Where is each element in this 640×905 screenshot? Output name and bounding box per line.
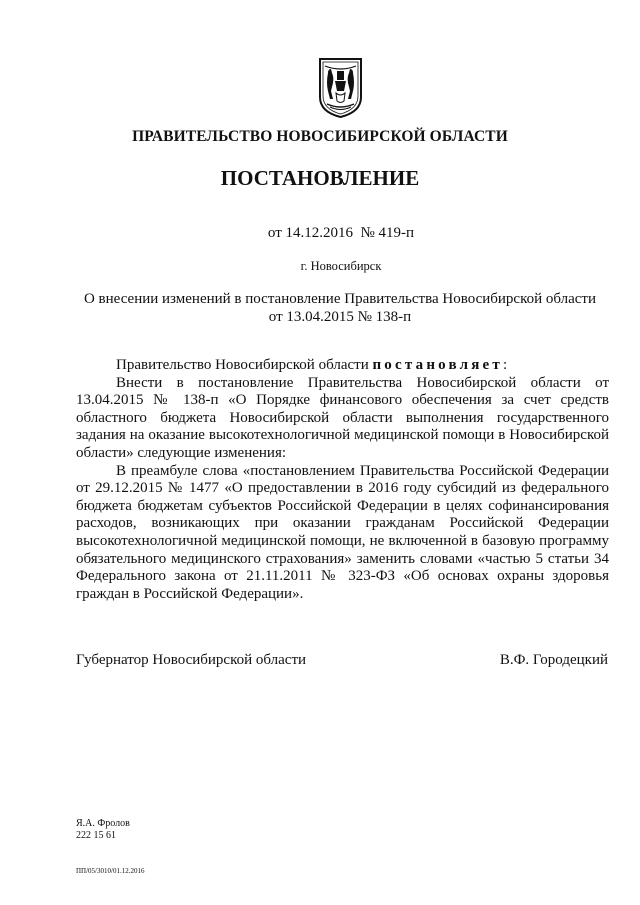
title-line-2: от 13.04.2015 № 138-п <box>268 309 412 325</box>
document-date-number: от 14.12.2016 № 419-п <box>267 225 415 241</box>
organization-name: ПРАВИТЕЛЬСТВО НОВОСИБИРСКОЙ ОБЛАСТИ <box>132 128 508 145</box>
signatory-position: Губернатор Новосибирской области <box>76 652 307 668</box>
executor-block <box>76 818 130 842</box>
intro-decree-word: постановляет <box>372 357 503 373</box>
intro-suffix: : <box>502 357 508 373</box>
paragraph-2: В преамбуле слова «постановлением Правительства Российской Федерации от 29.12.2015 № 1477 «О предоставлении в 2016 году субсидий из федерального бюджета бюджетам субъектов Российской Федерации в целях софинансирования расходов, возникающих при оказании гражданам Российской Федерации высокотехнологичной медицинской помощи, не включенной в базовую программу обязательного медицинского страхования» заменить словами «частью 5 статьи 34 Федерального закона от 21.11.2011 № 323-ФЗ «Об основах охраны здоровья граждан в Российской Федерации». <box>76 462 609 602</box>
executor-name: Я.А. Фролов <box>76 818 130 829</box>
document-title <box>70 290 610 326</box>
form-code: ПП/05/3010/01.12.2016 <box>76 867 145 875</box>
document-body <box>76 357 609 603</box>
document-type: ПОСТАНОВЛЕНИЕ <box>220 166 420 190</box>
executor-phone: 222 15 61 <box>76 830 116 841</box>
coat-of-arms-icon <box>318 57 363 119</box>
intro-prefix: Правительство Новосибирской области <box>116 357 373 373</box>
intro-paragraph <box>76 357 609 375</box>
paragraph-1: Внести в постановление Правительства Новосибирской области от 13.04.2015 № 138-п «О Порядке финансового обеспечения за счет средств областного бюджета Новосибирской области выполнения государственного задания на оказание высокотехнологичной медицинской помощи в Новосибирской области» следующие изменения: <box>76 374 609 461</box>
title-line-1: О внесении изменений в постановление Правительства Новосибирской области <box>83 291 597 307</box>
city: г. Новосибирск <box>300 259 382 273</box>
signatory-name: В.Ф. Городецкий <box>499 652 608 668</box>
